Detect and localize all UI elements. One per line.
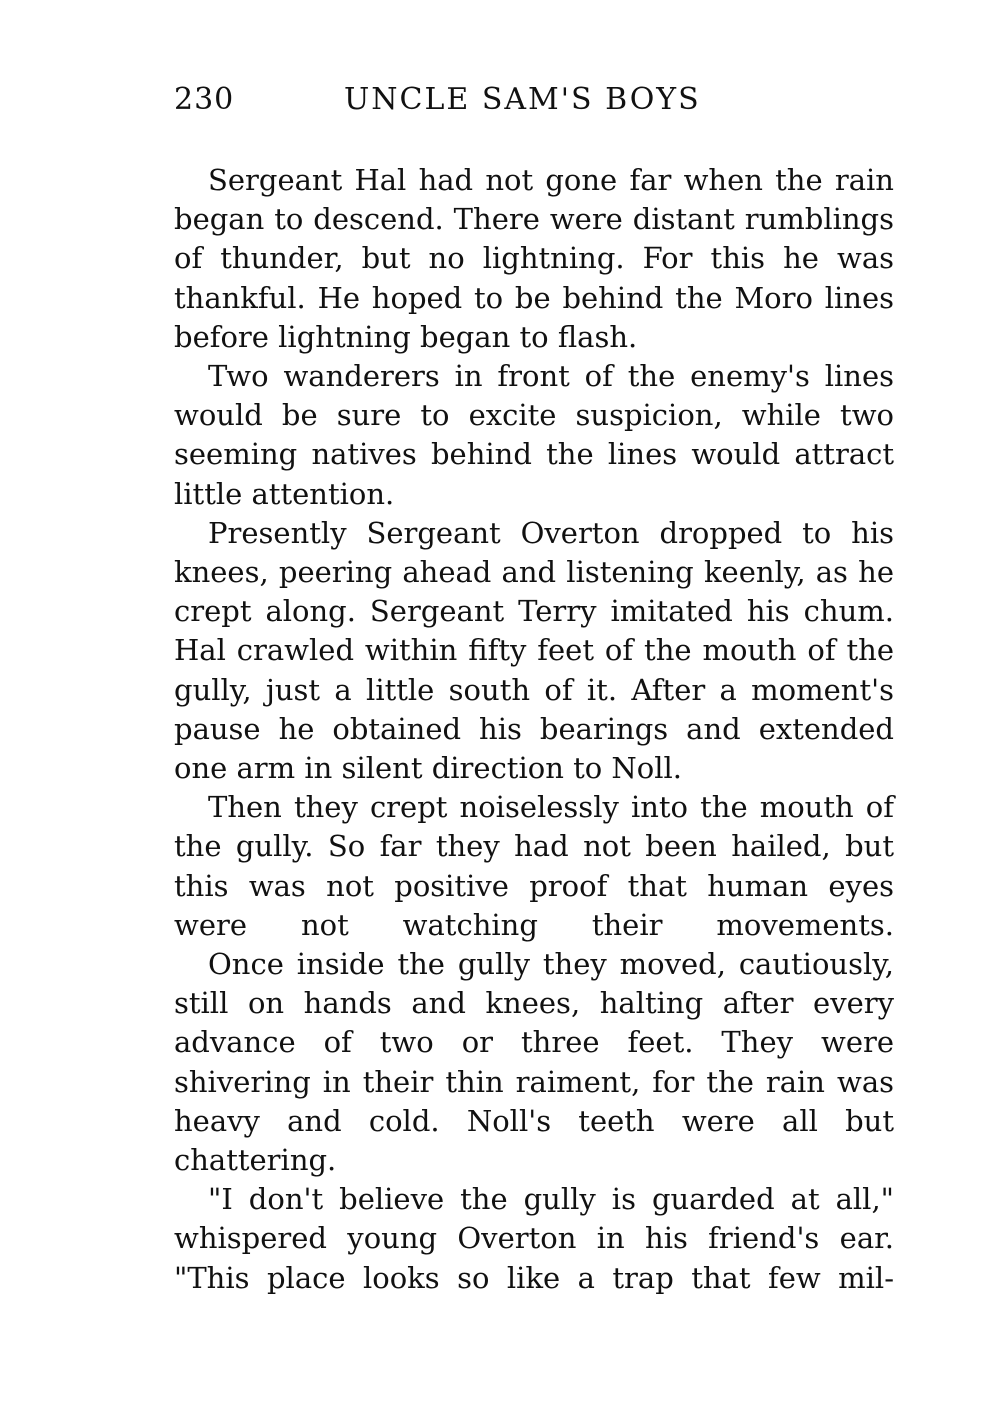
paragraph: Sergeant Hal had not gone far when the rain began to descend. There were distant rumblings of thunder, but no lightning. For this he was thankful. He hoped to be behind the Moro lines before lightning began to flash. xyxy=(174,163,894,354)
page-number: 230 xyxy=(174,82,235,117)
paragraph: Then they crept noiselessly into the mouth of the gully. So far they had not been hailed, but this was not positive proof that human eyes were not watching their movements. xyxy=(174,790,894,942)
paragraph: Once inside the gully they moved, cautiously, still on hands and knees, halting after every advance of two or three feet. They were shivering in their thin raiment, for the rain was heavy and cold. Noll's teeth were all but chattering. xyxy=(174,947,894,1178)
paragraph: Presently Sergeant Overton dropped to his knees, peering ahead and listening keenly, as he crept along. Sergeant Terry imitated his chum. Hal crawled within fifty feet of the mouth of the gully, just a little south of it. After a moment's pause he obtained his bearings and extended one arm in silent direction to Noll. xyxy=(174,515,894,786)
body-text xyxy=(174,161,894,1298)
page-header xyxy=(174,78,894,122)
running-title: UNCLE SAM'S BOYS xyxy=(344,82,701,117)
paragraph: Two wanderers in front of the enemy's lines would be sure to excite suspicion, while two seeming natives behind the lines would attract little attention. xyxy=(174,359,894,511)
paragraph: "I don't believe the gully is guarded at all," whispered young Overton in his friend's ear. "This place looks so like a trap that few mil- xyxy=(174,1182,894,1295)
